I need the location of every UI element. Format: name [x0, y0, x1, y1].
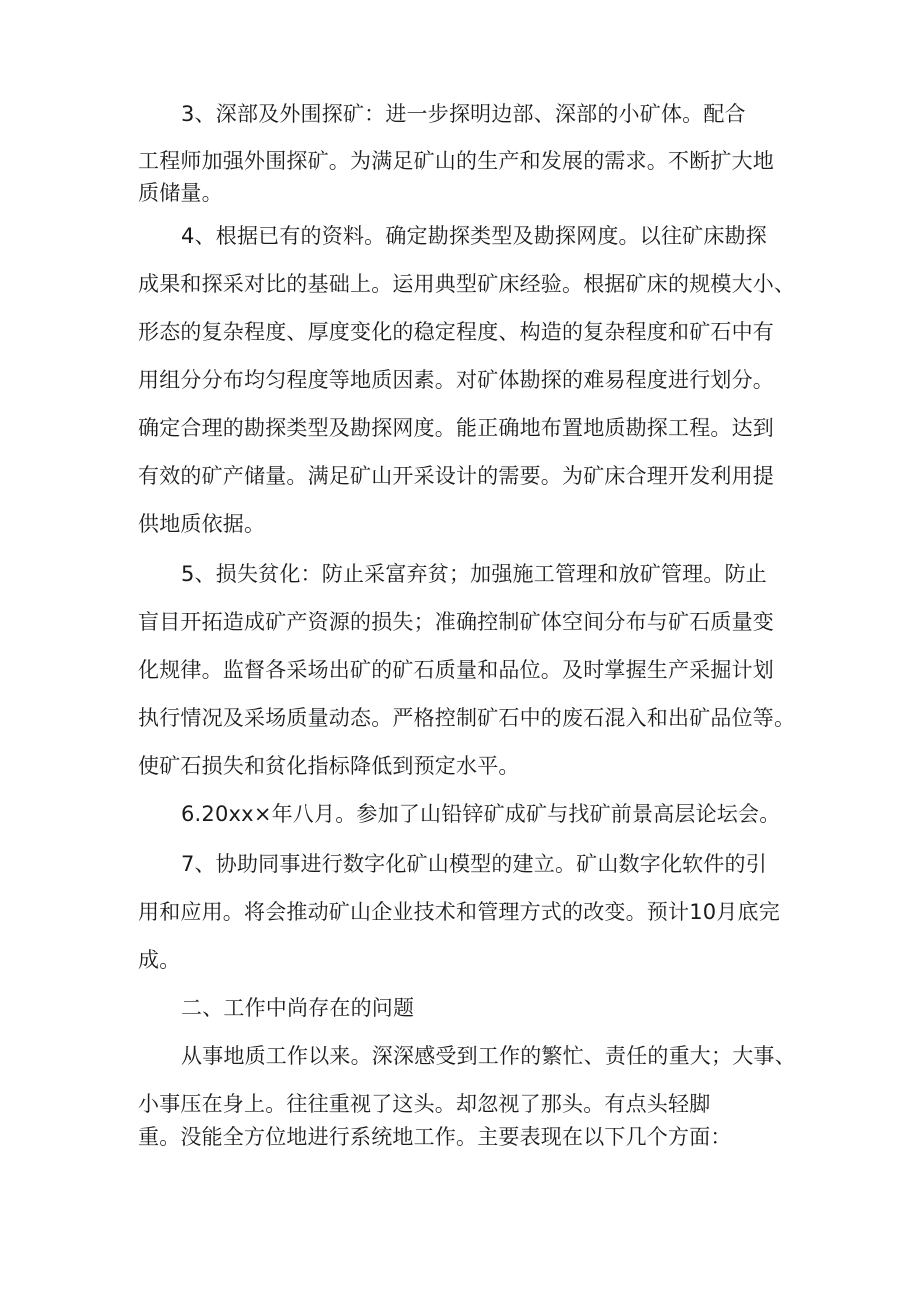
text-line: 化规律。监督各采场出矿的矿石质量和品位。及时掌握生产采掘计划 — [138, 658, 774, 682]
text-line: 成果和探采对比的基础上。运用典型矿床经验。根据矿床的规模大小、 — [138, 272, 796, 296]
text-line: 质储量。 — [138, 181, 223, 205]
text-line: 7、协助同事进行数字化矿山模型的建立。矿山数字化软件的引 — [181, 852, 767, 876]
text-line: 工程师加强外围探矿。为满足矿山的生产和发展的需求。不断扩大地 — [138, 149, 774, 173]
text-line: 5、损失贫化：防止采富弃贫；加强施工管理和放矿管理。防止 — [181, 562, 767, 586]
text-line: 3、深部及外围探矿：进一步探明边部、深部的小矿体。配合 — [181, 102, 746, 126]
text-line: 使矿石损失和贫化指标降低到预定水平。 — [138, 754, 520, 778]
text-line: 6.20xx×年八月。参加了山铅锌矿成矿与找矿前景高层论坛会。 — [181, 802, 781, 826]
text-line: 用和应用。将会推动矿山企业技术和管理方式的改变。预计10月底完 — [138, 900, 780, 924]
text-line: 形态的复杂程度、厚度变化的稳定程度、构造的复杂程度和矿石中有 — [138, 320, 774, 344]
text-line: 4、根据已有的资料。确定勘探类型及勘探网度。以往矿床勘探 — [181, 224, 767, 248]
text-line: 用组分分布均匀程度等地质因素。对矿体勘探的难易程度进行划分。 — [138, 368, 774, 392]
text-line: 成。 — [138, 948, 181, 972]
text-line: 重。没能全方位地进行系统地工作。主要表现在以下几个方面： — [138, 1125, 732, 1149]
text-line: 小事压在身上。往往重视了这头。却忽视了那头。有点头轻脚 — [138, 1092, 711, 1116]
text-line: 盲目开拓造成矿产资源的损失；准确控制矿体空间分布与矿石质量变 — [138, 610, 774, 634]
text-line: 从事地质工作以来。深深感受到工作的繁忙、责任的重大；大事、 — [181, 1044, 796, 1068]
text-line: 确定合理的勘探类型及勘探网度。能正确地布置地质勘探工程。达到 — [138, 416, 774, 440]
text-line: 有效的矿产储量。满足矿山开采设计的需要。为矿床合理开发利用提 — [138, 464, 774, 488]
section-heading: 二、工作中尚存在的问题 — [181, 996, 415, 1020]
text-line: 供地质依据。 — [138, 512, 266, 536]
text-line: 执行情况及采场质量动态。严格控制矿石中的废石混入和出矿品位等。 — [138, 706, 796, 730]
